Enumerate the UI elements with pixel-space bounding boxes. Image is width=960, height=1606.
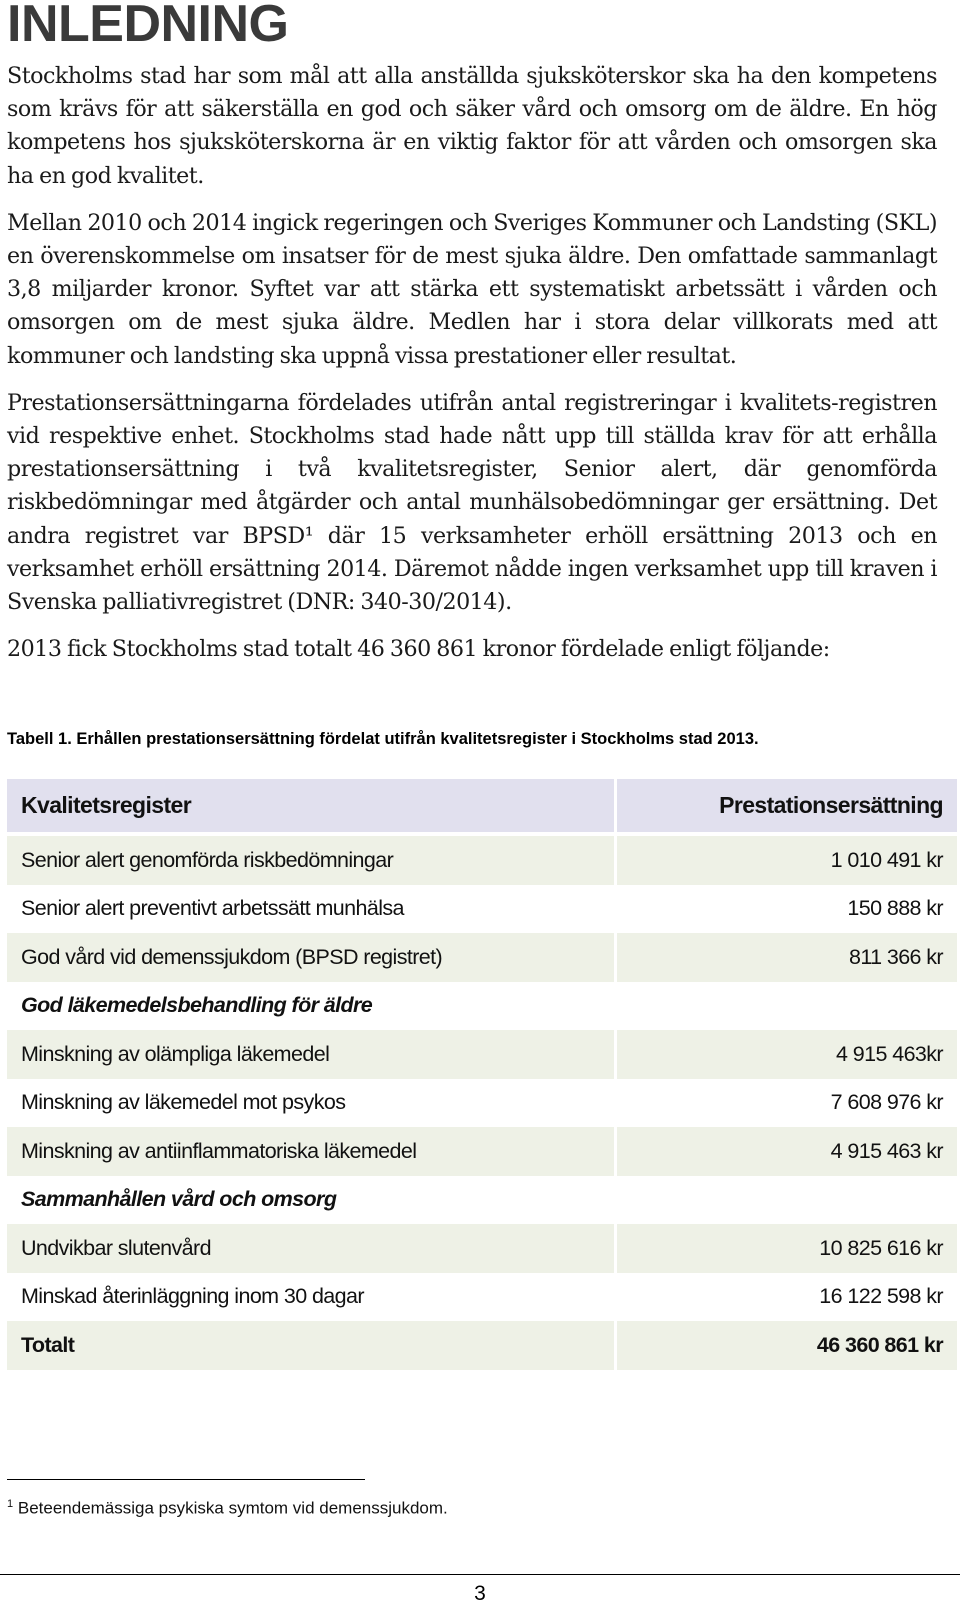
table-caption: Tabell 1. Erhållen prestationsersättning fördelat utifrån kvalitetsregister i Stockholms stad 2013. bbox=[7, 730, 759, 748]
paragraph-2: Mellan 2010 och 2014 ingick regeringen och Sveriges Kommuner och Landsting (SKL) en överenskommelse om insatser för de mest sjuka äldre. Den omfattade sammanlagt 3,8 miljarder kronor. Syftet var att stärka ett systematiskt arbetssätt i vården och omsorgen om de mest sjuka äldre. Medlen har i stora delar villkorats med att kommuner och landsting ska uppnå vissa prestationer eller resultat. bbox=[7, 209, 937, 369]
register-name: Minskad återinläggning inom 30 dagar bbox=[7, 1273, 617, 1322]
register-name: Undvikbar slutenvård bbox=[7, 1224, 617, 1273]
register-amount: 4 915 463kr bbox=[836, 1041, 943, 1066]
group-name: God läkemedelsbehandling för äldre bbox=[7, 982, 617, 1031]
paragraph-3: Prestationsersättningarna fördelades utifrån antal registreringar i kvalitets-registren vid respektive enhet. Stockholms stad hade nått upp till ställda krav för att erhålla prestationsersättning i två kvalitetsregister, Senior alert, där genomförda riskbedömningar med åtgärder och antal munhälsobedömningar ger ersättning. Det andra registret var BPSD¹ där 15 verksamheter erhöll ersättning 2013 och en verksamhet erhöll ersättning 2014. Däremot nådde ingen verksamhet upp till kraven i Svenska palliativregistret (DNR: 340-30/2014). bbox=[7, 389, 937, 616]
footnote-marker: 1 bbox=[7, 1498, 14, 1510]
table-row bbox=[7, 1273, 957, 1322]
page-footer-divider bbox=[0, 1574, 960, 1575]
register-amount: 150 888 kr bbox=[847, 896, 943, 921]
header-kvalitetsregister: Kvalitetsregister bbox=[7, 779, 617, 836]
footnote-divider bbox=[7, 1479, 365, 1480]
total-amount: 46 360 861 kr bbox=[816, 1332, 943, 1357]
register-amount: 1 010 491 kr bbox=[830, 847, 943, 872]
register-name: Senior alert genomförda riskbedömningar bbox=[7, 836, 617, 885]
page-title: INLEDNING bbox=[7, 0, 289, 53]
register-amount: 811 366 kr bbox=[848, 944, 943, 969]
register-amount: 10 825 616 kr bbox=[819, 1235, 943, 1260]
total-label: Totalt bbox=[7, 1321, 617, 1370]
table-group-row bbox=[7, 1176, 957, 1225]
register-amount: 7 608 976 kr bbox=[830, 1090, 943, 1115]
register-name: Senior alert preventivt arbetssätt munhälsa bbox=[7, 885, 617, 934]
table-row bbox=[7, 1079, 957, 1128]
register-amount: 4 915 463 kr bbox=[830, 1138, 943, 1163]
group-amount bbox=[617, 1176, 957, 1225]
register-table bbox=[7, 779, 957, 1370]
page-number: 3 bbox=[474, 1582, 486, 1605]
register-amount: 16 122 598 kr bbox=[819, 1284, 943, 1309]
table-row bbox=[7, 836, 957, 885]
paragraph-4: 2013 fick Stockholms stad totalt 46 360 861 kronor fördelade enligt följande: bbox=[7, 636, 830, 663]
group-amount bbox=[617, 982, 957, 1031]
paragraph-1: Stockholms stad har som mål att alla anställda sjuksköterskor ska ha den kompetens som krävs för att säkerställa en god och säker vård och omsorg om de äldre. En hög kompetens hos sjuksköterskorna är en viktig faktor för att vården och omsorgen ska ha en god kvalitet. bbox=[7, 63, 937, 189]
group-name: Sammanhållen vård och omsorg bbox=[7, 1176, 617, 1225]
table-row bbox=[7, 1224, 957, 1273]
register-name: God vård vid demenssjukdom (BPSD registret) bbox=[7, 933, 617, 982]
body-text bbox=[7, 60, 937, 680]
table-row bbox=[7, 885, 957, 934]
header-prestationsersattning: Prestationsersättning bbox=[617, 779, 957, 836]
table-row bbox=[7, 1030, 957, 1079]
table-row bbox=[7, 1127, 957, 1176]
register-name: Minskning av antiinflammatoriska läkemedel bbox=[7, 1127, 617, 1176]
register-name: Minskning av olämpliga läkemedel bbox=[7, 1030, 617, 1079]
footnote bbox=[7, 1498, 448, 1519]
table-group-row bbox=[7, 982, 957, 1031]
table-row bbox=[7, 933, 957, 982]
footnote-text: Beteendemässiga psykiska symtom vid demenssjukdom. bbox=[17, 1498, 448, 1518]
table-header-row bbox=[7, 779, 957, 836]
register-name: Minskning av läkemedel mot psykos bbox=[7, 1079, 617, 1128]
table-total-row bbox=[7, 1321, 957, 1370]
